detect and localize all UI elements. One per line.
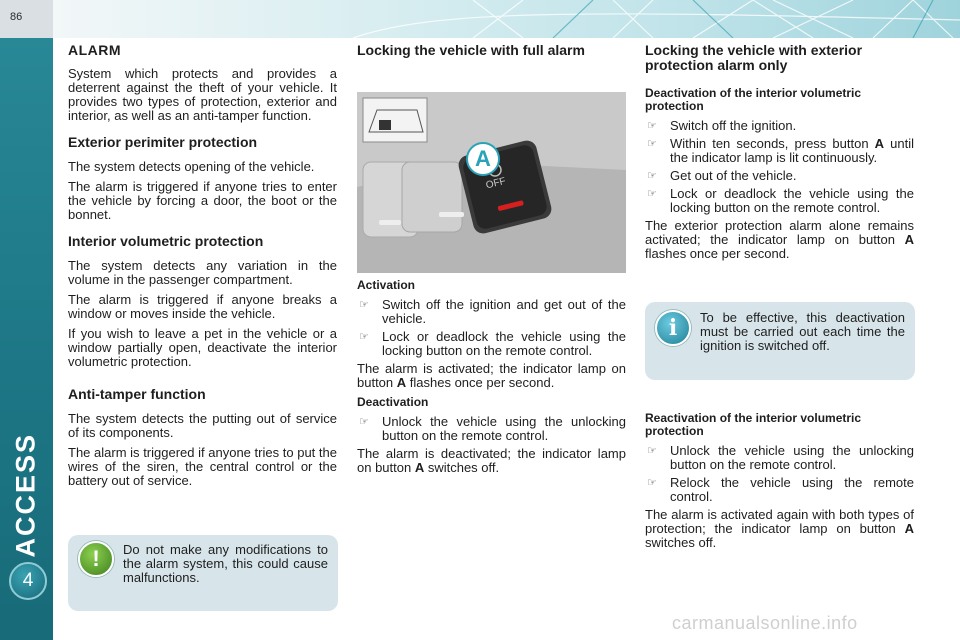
label-a-badge: A xyxy=(466,142,500,176)
deactivation-heading: Deactivation xyxy=(357,395,429,409)
exterior-only-heading: Locking the vehicle with exterior protection alarm only xyxy=(645,42,863,73)
list-item: ☞ Switch off the ignition and get out of the vehicle. xyxy=(359,297,626,326)
alarm-button-photo xyxy=(357,92,626,273)
deactivation-list xyxy=(357,415,626,443)
page-number-box xyxy=(0,0,53,38)
exterior-heading: Exterior perimiter protection xyxy=(68,134,258,150)
list-item: ☞ Lock or deadlock the vehicle using the locking button on the remote control. xyxy=(647,186,914,215)
interior-p1: The system detects any variation in the volume in the passenger compartment. xyxy=(68,258,337,287)
list-item: ☞ Unlock the vehicle using the unlocking button on the remote control. xyxy=(359,414,626,443)
column-middle-lower xyxy=(357,279,626,481)
watermark: carmanualsonline.info xyxy=(672,613,858,633)
hand-bullet-icon: ☞ xyxy=(647,170,657,182)
antitamper-p2: The alarm is triggered if anyone tries to put the wires of the siren, the central control or the battery out of service. xyxy=(68,445,337,488)
page-title: ALARM xyxy=(68,42,122,58)
column-right xyxy=(645,43,914,267)
warning-text: Do not make any modifications to the alarm system, this could cause malfunctions. xyxy=(123,542,328,585)
hand-bullet-icon: ☞ xyxy=(647,138,657,150)
interior-heading: Interior volumetric protection xyxy=(68,233,264,249)
intro-text: System which protects and provides a deterrent against the theft of your vehicle. It provides two types of protection, exterior and interior, as well as an anti-tamper function. xyxy=(68,66,337,123)
interior-p3: If you wish to leave a pet in the vehicle or a window partially open, deactivate the interior volumetric protection. xyxy=(68,326,337,369)
list-item: ☞ Switch off the ignition. xyxy=(647,118,797,133)
interior-p2: The alarm is triggered if anyone breaks a window or moves inside the vehicle. xyxy=(68,292,337,321)
react-list xyxy=(645,444,914,504)
list-item: ☞ Unlock the vehicle using the unlocking button on the remote control. xyxy=(647,443,914,472)
hand-bullet-icon: ☞ xyxy=(359,331,369,343)
activation-heading: Activation xyxy=(357,278,416,292)
deact-result: The exterior protection alarm alone remains activated; the indicator lamp on button A flashes once per second. xyxy=(645,218,914,261)
header-decoration xyxy=(53,0,960,38)
column-right-lower xyxy=(645,412,914,556)
deactivation-result: The alarm is deactivated; the indicator lamp on button A switches off. xyxy=(357,446,626,475)
column-left xyxy=(68,43,337,494)
section-label: ACCESS xyxy=(10,432,41,558)
header-band xyxy=(53,0,960,38)
chapter-sidebar xyxy=(0,0,53,640)
dashboard-illustration xyxy=(357,92,626,273)
hand-bullet-icon: ☞ xyxy=(359,299,369,311)
react-result: The alarm is activated again with both types of protection; the indicator lamp on button A switches off. xyxy=(645,507,914,550)
activation-result: The alarm is activated; the indicator lamp on button A flashes once per second. xyxy=(357,361,626,390)
exterior-p2: The alarm is triggered if anyone tries to enter the vehicle by forcing a door, the boot or the bonnet. xyxy=(68,179,337,222)
hand-bullet-icon: ☞ xyxy=(647,477,657,489)
info-icon: i xyxy=(655,310,691,346)
list-item: ☞ Within ten seconds, press button A until the indicator lamp is lit continuously. xyxy=(647,136,914,165)
info-note xyxy=(645,302,915,380)
list-item: ☞ Relock the vehicle using the remote control. xyxy=(647,475,914,504)
react-heading: Reactivation of the interior volumetric protection xyxy=(645,411,862,438)
antitamper-heading: Anti-tamper function xyxy=(68,386,206,402)
hand-bullet-icon: ☞ xyxy=(359,416,369,428)
svg-text:OFF: OFF xyxy=(484,175,507,192)
hand-bullet-icon: ☞ xyxy=(647,120,657,132)
deact-interior-list xyxy=(645,119,914,215)
warning-icon: ! xyxy=(78,541,114,577)
deact-interior-heading: Deactivation of the interior volumetric protection xyxy=(645,86,862,113)
page-number: 86 xyxy=(10,11,23,23)
list-item: ☞ Get out of the vehicle. xyxy=(647,168,797,183)
column-middle xyxy=(357,43,626,68)
antitamper-p1: The system detects the putting out of service of its components. xyxy=(68,411,337,440)
warning-note xyxy=(68,535,338,611)
activation-list xyxy=(357,298,626,358)
chapter-number: 4 xyxy=(9,562,47,600)
exterior-p1: The system detects opening of the vehicle. xyxy=(68,159,315,174)
hand-bullet-icon: ☞ xyxy=(647,445,657,457)
info-text: To be effective, this deactivation must be carried out each time the ignition is switched off. xyxy=(700,310,905,353)
list-item: ☞ Lock or deadlock the vehicle using the locking button on the remote control. xyxy=(359,329,626,358)
hand-bullet-icon: ☞ xyxy=(647,188,657,200)
full-alarm-heading: Locking the vehicle with full alarm xyxy=(357,42,585,58)
